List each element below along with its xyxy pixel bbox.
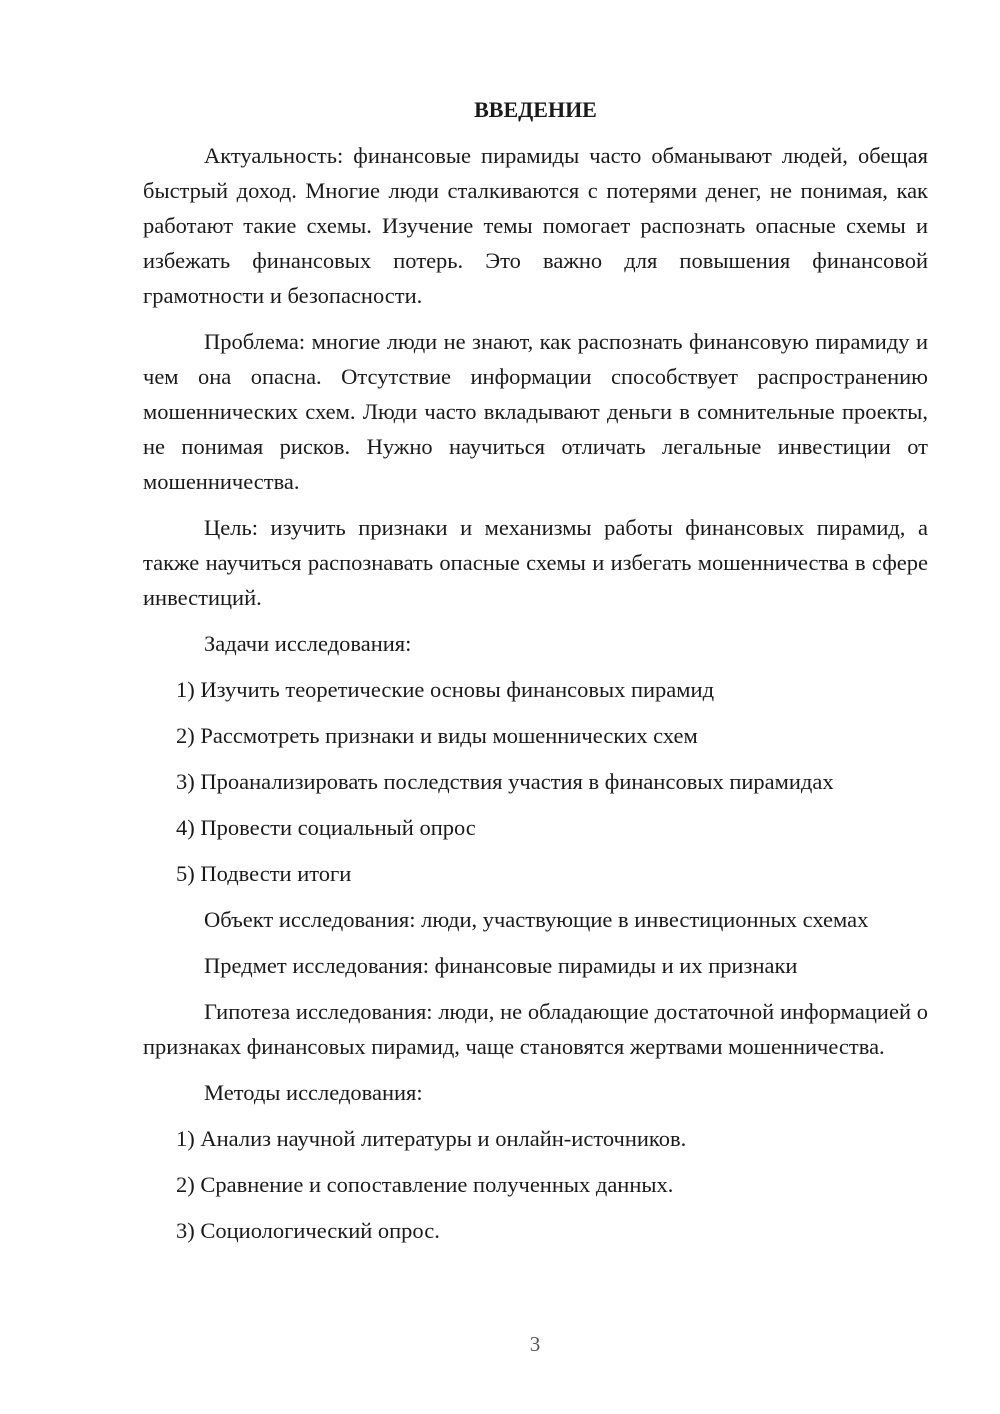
hypothesis-paragraph: Гипотеза исследования: люди, не обладающие достаточной информацией о признаках финансовых пирамид, чаще становятся жертвами мошенничества. — [143, 999, 928, 1059]
method-item: 3) Социологический опрос. — [176, 1218, 440, 1243]
task-item: 4) Провести социальный опрос — [176, 815, 476, 840]
problem-paragraph: Проблема: многие люди не знают, как распознать финансовую пирамиду и чем она опасна. Отсутствие информации способствует распространению мошеннических схем. Люди часто вкладывают деньги в сомнительные проекты, не понимая рисков. Нужно научиться отличать легальные инвестиции от мошенничества. — [143, 329, 928, 494]
task-item: 5) Подвести итоги — [176, 861, 352, 886]
task-item: 2) Рассмотреть признаки и виды мошеннических схем — [176, 723, 698, 748]
page-number: 3 — [529, 1332, 541, 1356]
task-item: 1) Изучить теоретические основы финансовых пирамид — [176, 677, 715, 702]
document-page — [143, 92, 928, 1259]
object-paragraph: Объект исследования: люди, участвующие в инвестиционных схемах — [204, 907, 869, 932]
goal-paragraph: Цель: изучить признаки и механизмы работы финансовых пирамид, а также научиться распознавать опасные схемы и избегать мошенничества в сфере инвестиций. — [143, 515, 928, 610]
methods-heading: Методы исследования: — [204, 1080, 423, 1105]
subject-paragraph: Предмет исследования: финансовые пирамиды и их признаки — [204, 953, 798, 978]
method-item: 1) Анализ научной литературы и онлайн-источников. — [176, 1126, 687, 1151]
section-title: ВВЕДЕНИЕ — [474, 97, 597, 122]
tasks-heading: Задачи исследования: — [204, 631, 412, 656]
method-item: 2) Сравнение и сопоставление полученных данных. — [176, 1172, 674, 1197]
relevance-paragraph: Актуальность: финансовые пирамиды часто обманывают людей, обещая быстрый доход. Многие люди сталкиваются с потерями денег, не понимая, как работают такие схемы. Изучение темы помогает распознать опасные схемы и избежать финансовых потерь. Это важно для повышения финансовой грамотности и безопасности. — [143, 143, 928, 308]
task-item: 3) Проанализировать последствия участия в финансовых пирамидах — [176, 769, 834, 794]
